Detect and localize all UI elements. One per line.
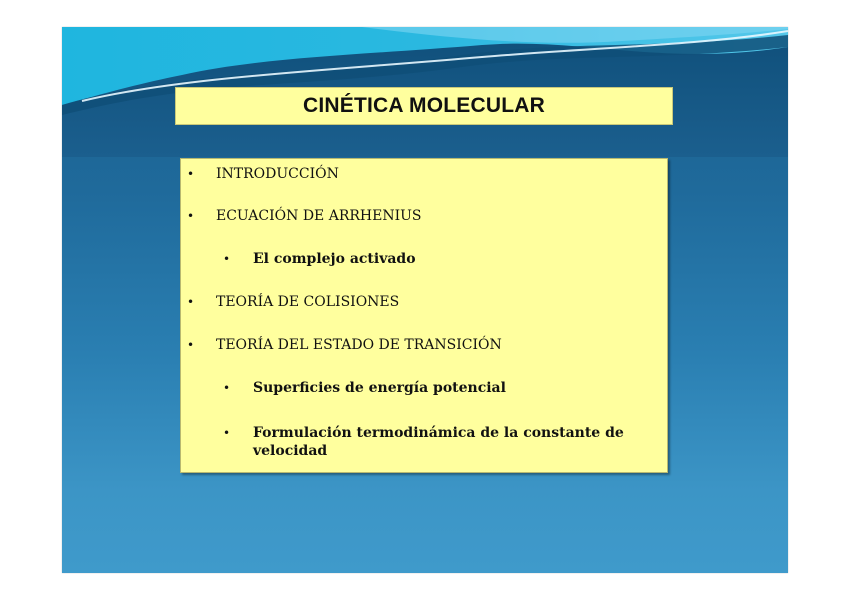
bullet-icon: • [187,295,195,309]
sub-bullet-item [223,424,643,460]
title-box [175,87,673,125]
bullet-text: El complejo activado [253,251,416,267]
bullet-text: TEORÍA DEL ESTADO DE TRANSICIÓN [216,337,502,353]
bullet-icon: • [223,426,231,440]
bullet-item [187,293,399,311]
bullet-item [187,207,422,225]
bullet-text: Superficies de energía potencial [253,380,506,396]
bullet-icon: • [187,167,195,181]
bullet-text: TEORÍA DE COLISIONES [216,294,400,310]
bullet-text: INTRODUCCIÓN [216,166,339,182]
bullet-icon: • [223,381,231,395]
sub-bullet-item [223,379,643,397]
bullet-icon: • [223,252,231,266]
content-box [180,158,668,473]
slide-title: CINÉTICA MOLECULAR [303,94,545,117]
bullet-item [187,165,339,183]
bullet-text: ECUACIÓN DE ARRHENIUS [216,208,422,224]
bullet-item [187,336,502,354]
bullet-icon: • [187,338,195,352]
sub-bullet-item [223,250,643,268]
slide [62,27,788,573]
bullet-text: Formulación termodinámica de la constante de velocidad [253,425,624,459]
bullet-icon: • [187,209,195,223]
